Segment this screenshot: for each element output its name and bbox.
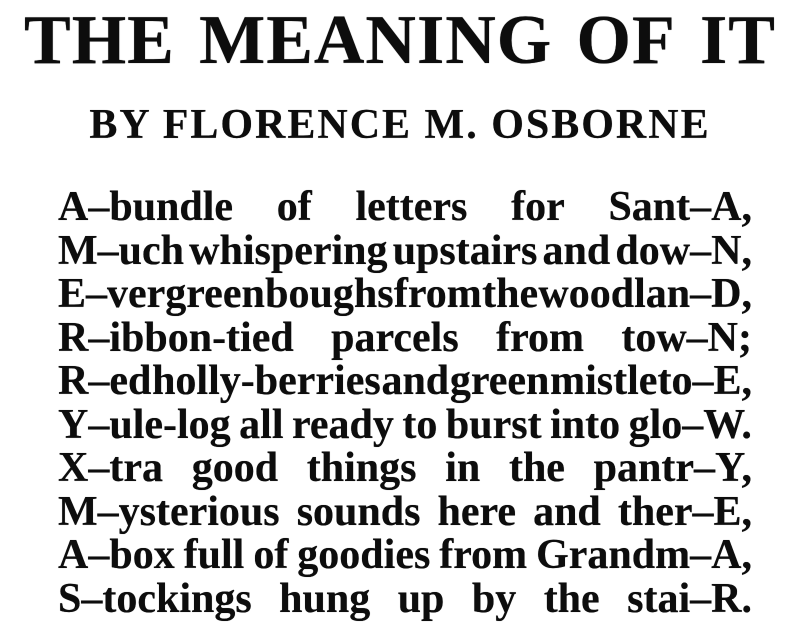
word: THE xyxy=(24,2,175,79)
word: into xyxy=(550,401,621,448)
word: Y–ule-log xyxy=(58,401,231,448)
word: here xyxy=(437,488,517,535)
word: whispering xyxy=(189,227,388,274)
word: goodies xyxy=(297,532,431,578)
poem-line xyxy=(58,447,752,491)
poem-line xyxy=(58,314,752,361)
word: IT xyxy=(700,2,776,79)
word: woodlan–D, xyxy=(538,271,752,317)
word: and xyxy=(542,227,611,274)
poem-line xyxy=(58,360,752,404)
word: full xyxy=(183,532,245,578)
word: boughs xyxy=(265,271,394,317)
word: A–box xyxy=(58,532,175,578)
word: tow–N; xyxy=(621,314,752,361)
word: R–ibbon-tied xyxy=(58,314,294,361)
poem-line xyxy=(58,401,752,448)
word: holly-berries xyxy=(152,358,381,404)
poem-line xyxy=(58,227,752,274)
word: M–ysterious xyxy=(58,488,280,535)
word: green xyxy=(449,358,550,404)
word: for xyxy=(511,184,565,230)
word: the xyxy=(543,575,600,622)
word: burst xyxy=(445,401,542,448)
word: all xyxy=(239,401,284,448)
word: of xyxy=(276,184,312,230)
word: A–bundle xyxy=(58,184,234,230)
word: upstairs xyxy=(392,227,538,274)
poem-line xyxy=(58,186,752,230)
word: E–vergreen xyxy=(58,271,265,317)
word: the xyxy=(508,445,565,491)
poem-line xyxy=(58,534,752,578)
word: by xyxy=(471,575,517,622)
word: Sant–A, xyxy=(608,184,752,230)
word: from xyxy=(439,532,528,578)
byline: BY FLORENCE M. OSBORNE xyxy=(89,102,711,148)
word: sounds xyxy=(296,488,421,535)
word: and xyxy=(381,358,450,404)
word: MEANING xyxy=(199,2,553,79)
word: and xyxy=(533,488,601,535)
word: parcels xyxy=(331,314,459,361)
word: stai–R. xyxy=(627,575,752,622)
word: in xyxy=(445,445,481,491)
page-title xyxy=(24,2,776,79)
word: hung xyxy=(279,575,371,622)
word: of xyxy=(253,532,289,578)
poem-body xyxy=(58,186,752,621)
word: ther–E, xyxy=(617,488,752,535)
poem-line xyxy=(58,488,752,535)
word: things xyxy=(306,445,417,491)
word: good xyxy=(191,445,279,491)
word: M–uch xyxy=(58,227,184,274)
word: glo–W. xyxy=(628,401,752,448)
word: the xyxy=(482,271,539,317)
word: pantr–Y, xyxy=(593,445,752,491)
word: dow–N, xyxy=(615,227,752,274)
word: from xyxy=(496,314,584,361)
word: X–tra xyxy=(58,445,163,491)
word: from xyxy=(393,271,482,317)
word: mistleto–E, xyxy=(550,358,752,404)
poem-line xyxy=(58,273,752,317)
word: up xyxy=(397,575,445,622)
word: S–tockings xyxy=(58,575,252,622)
word: Grandm–A, xyxy=(536,532,752,578)
poem-line xyxy=(58,575,752,622)
word: to xyxy=(402,401,438,448)
word: OF xyxy=(576,2,676,79)
word: letters xyxy=(355,184,468,230)
word: ready xyxy=(292,401,394,448)
word: R–ed xyxy=(58,358,152,404)
